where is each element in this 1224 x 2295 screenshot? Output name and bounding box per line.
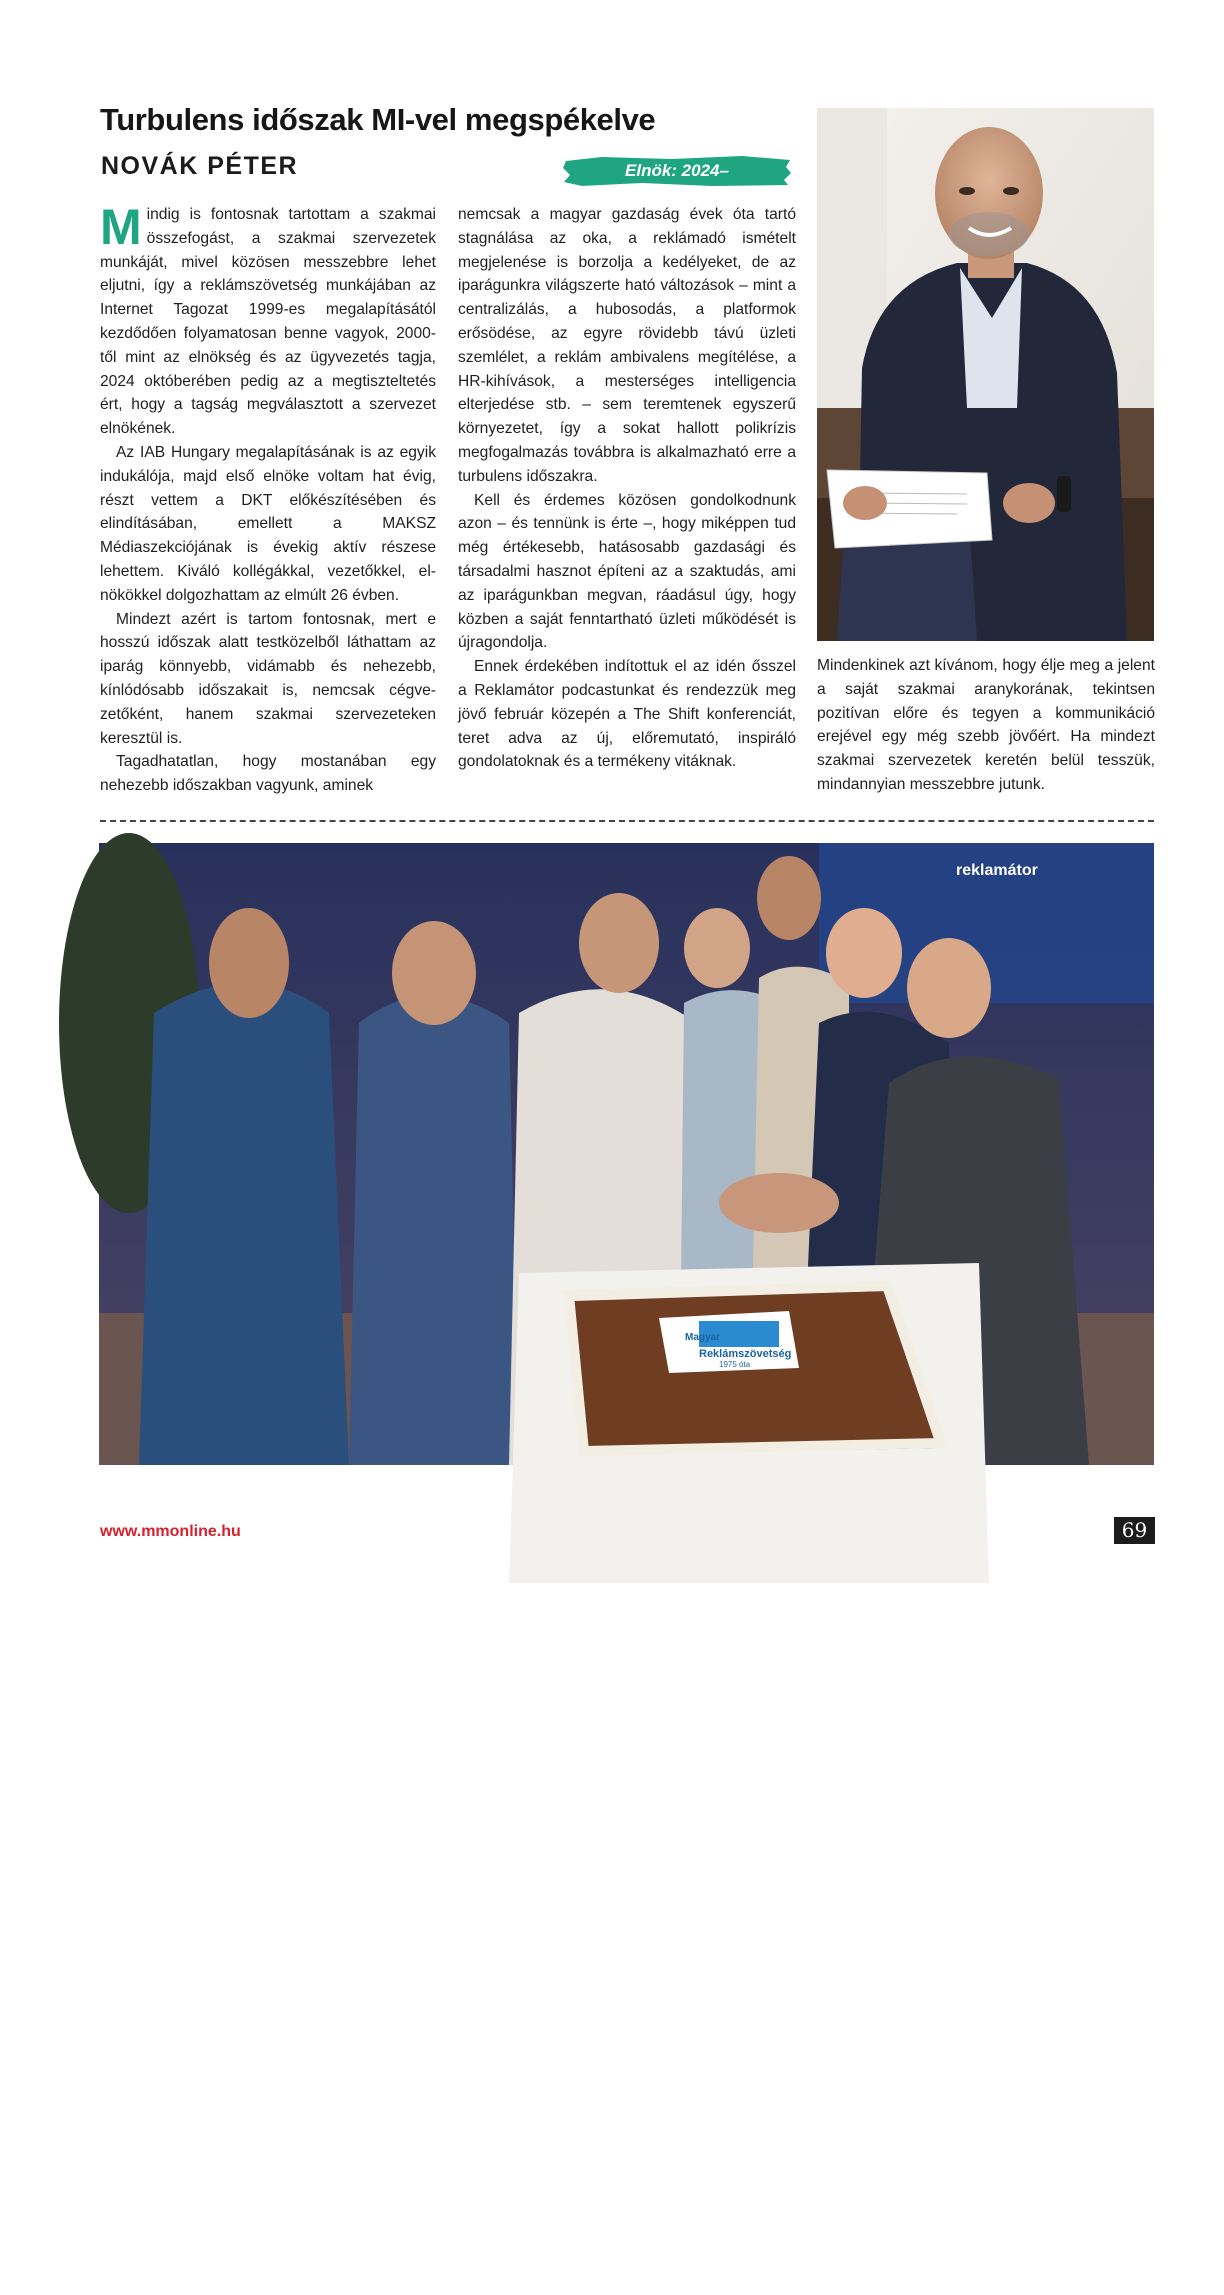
screen-text: reklamátor (956, 862, 1038, 879)
paragraph (100, 199, 436, 441)
photo-caption: Az ünnepi torta felvágása is csapatmunka volt (210, 2280, 507, 2295)
paragraph: nemcsak a magyar gazdaság évek óta tartó stagnálása az oka, a reklámadó ismételt megjelenése is borzolja a kedélyeket, de az iparágunkra világszerte ható változások – mint a centralizálás, a hubosodás, a platformok erősödése, az egyre rövidebb távú üzleti szemlélet, a reklám ambivalens megítélése, a HR-kihívások, a mesterséges intelligencia elterjedése stb. – sem teremtenek egyszerű környezetet, így a sokat hallott polikrízis megfogalmazás továbbra is alkalmazható erre a turbulens időszakra. (458, 206, 796, 485)
article-title: Turbulens időszak MI-vel megspékelve (100, 102, 656, 137)
cake-logo-line3: 1975 óta (719, 1360, 751, 1369)
paragraph: Ennek érdekében indítottuk el az idén ősszel a Reklamátor podcastunkat és rendezzük meg jövő február közepén a The Shift konferenciát, teret adva az új, előremutató, inspiráló gondolatoknak és a termékeny vitáknak. (458, 658, 796, 771)
article-column-3 (817, 654, 1155, 797)
dropcap-letter: M (100, 199, 142, 255)
badge-text: Elnök: 2024– (625, 161, 729, 180)
paragraph: Az IAB Hungary megalapításának is az egyik indukálója, majd első elnöke voltam hat évig, részt vettem a DKT előkészítésében és elindításában, emellett a MAKSZ Médiaszekciójának is évekig aktív részese lehettem. Kiváló kollégákkal, vezetőkkel, elnökökkel dolgozhattam az elmúlt 26 évben. (100, 443, 436, 604)
page-number: 69 (1114, 1517, 1155, 1544)
portrait-photo (817, 108, 1154, 641)
cake-logo-line1: Magyar (685, 1332, 721, 1343)
president-badge (562, 155, 792, 187)
paragraph: Mindenkinek azt kívánom, hogy élje meg a jelent a saját szakmai aranykorának, tekintsen pozitívan előre és tegyen a kommunikáció erejével egy még szebb jövőért. Ha mindezt szakmai szervezetek keretén belül tesszük, mindannyian messzebbre jutunk. (817, 657, 1155, 793)
section-divider (100, 820, 1154, 822)
paragraph: Kell és érdemes közösen gondolkodnunk azon – és tennünk is érte –, hogy miképpen tud még értékesebb, hatásosabb gazdasági és társadalmi hasznot építeni az a szaktudás, ami az iparágunkban megvan, ráadásul úgy, hogy közben a saját fenntartható üzleti működését is újragondolja. (458, 491, 796, 652)
article-column-2 (458, 203, 796, 774)
paragraph: Mindezt azért is tartom fontosnak, mert e hosszú időszak alatt testközelből láthattam az iparág könnyebb, vidámabb és nehezebb, kínlódósabb időszakait is, nemcsak cégvezetőként, hanem szakmai szervezeteken keresztül is. (100, 610, 436, 747)
cake-logo-line2: Reklámszövetség (699, 1348, 792, 1360)
portrait-illustration (817, 108, 1154, 641)
paragraph-text: indig is fontosnak tartottam a szakmai összefogást, a szakmai szervezetek munkáját, mivel közösen messzebbre lehet eljutni, így a reklámszövetség munkájában az Internet Tagozat 1999-es megalapításától kezdődően folyamatosan benne vagyok, 2000-től mint az elnökség és az ügyvezetés tagja, 2024 októberében pedig az a megtiszteltetés ért, hogy a tagság megválasztott a szervezet elnökének. (100, 206, 436, 438)
article-column-1 (100, 199, 436, 798)
website-url[interactable]: www.mmonline.hu (100, 1523, 241, 1540)
author-name: NOVÁK PÉTER (101, 152, 299, 180)
event-illustration (99, 843, 1154, 1465)
paragraph: Tagadhatatlan, hogy mostanában egy nehezebb időszakban vagyunk, aminek (100, 753, 436, 795)
